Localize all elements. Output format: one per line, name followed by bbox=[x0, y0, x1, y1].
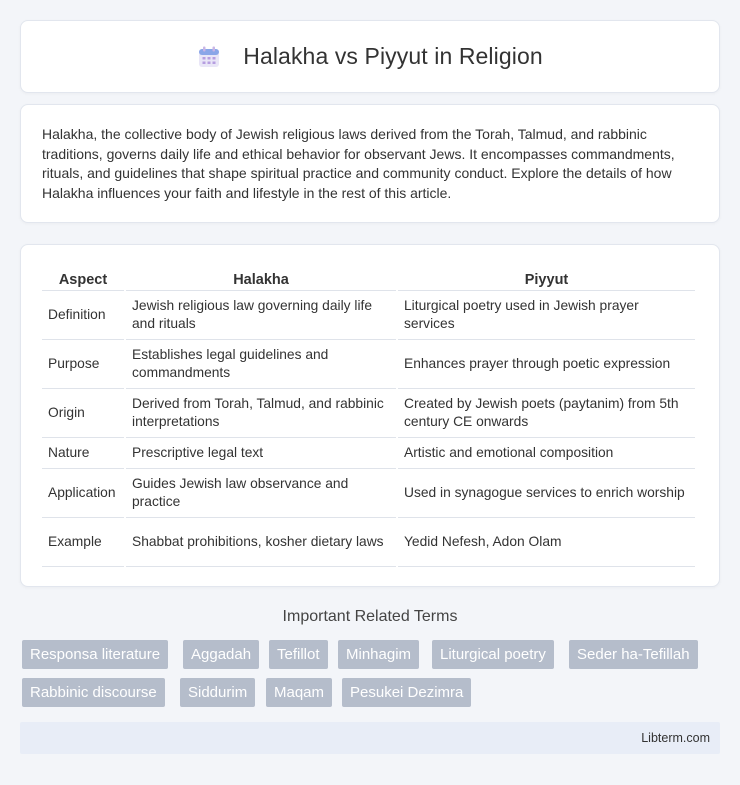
aspect-cell: Definition bbox=[42, 291, 124, 340]
footer-site-link[interactable]: Libterm.com bbox=[641, 731, 710, 745]
calendar-icon bbox=[197, 45, 221, 69]
comparison-table-card bbox=[20, 244, 720, 587]
table-row bbox=[42, 291, 695, 340]
halakha-cell: Guides Jewish law observance and practice bbox=[126, 469, 396, 518]
related-term-tag[interactable]: Liturgical poetry bbox=[432, 640, 554, 669]
column-header: Piyyut bbox=[398, 265, 695, 291]
table-row bbox=[42, 389, 695, 438]
table-header-row bbox=[42, 265, 695, 291]
related-term-tag[interactable]: Responsa literature bbox=[22, 640, 168, 669]
related-term-tag[interactable]: Pesukei Dezimra bbox=[342, 678, 471, 707]
related-term-tag[interactable]: Rabbinic discourse bbox=[22, 678, 165, 707]
related-term-tag[interactable]: Minhagim bbox=[338, 640, 419, 669]
aspect-cell: Application bbox=[42, 469, 124, 518]
halakha-cell: Jewish religious law governing daily life and rituals bbox=[126, 291, 396, 340]
related-term-tag[interactable]: Aggadah bbox=[183, 640, 259, 669]
related-term-tag[interactable]: Maqam bbox=[266, 678, 332, 707]
table-row bbox=[42, 340, 695, 389]
related-terms-title: Important Related Terms bbox=[282, 608, 458, 625]
aspect-cell: Nature bbox=[42, 438, 124, 469]
aspect-cell: Purpose bbox=[42, 340, 124, 389]
piyyut-cell: Artistic and emotional composition bbox=[398, 438, 695, 469]
aspect-cell: Origin bbox=[42, 389, 124, 438]
aspect-cell: Example bbox=[42, 518, 124, 567]
table-row bbox=[42, 518, 695, 567]
halakha-cell: Shabbat prohibitions, kosher dietary laws bbox=[126, 518, 396, 567]
piyyut-cell: Yedid Nefesh, Adon Olam bbox=[398, 518, 695, 567]
intro-card bbox=[20, 104, 720, 223]
halakha-cell: Prescriptive legal text bbox=[126, 438, 396, 469]
page-title: Halakha vs Piyyut in Religion bbox=[243, 43, 543, 69]
intro-text: Halakha, the collective body of Jewish religious laws derived from the Torah, Talmud, and rabbinic traditions, governs daily life and ethical behavior for observant Jews. It encompasses commandments, rituals, and guidelines that shape spiritual practice and community conduct. Explore the details of how Halakha influences your faith and lifestyle in the rest of this article. bbox=[42, 126, 675, 201]
table-row bbox=[42, 469, 695, 518]
related-term-tag[interactable]: Seder ha-Tefillah bbox=[569, 640, 698, 669]
comparison-table bbox=[40, 265, 697, 567]
table-row bbox=[42, 438, 695, 469]
related-term-tag[interactable]: Siddurim bbox=[180, 678, 255, 707]
piyyut-cell: Created by Jewish poets (paytanim) from 5th century CE onwards bbox=[398, 389, 695, 438]
piyyut-cell: Liturgical poetry used in Jewish prayer services bbox=[398, 291, 695, 340]
footer bbox=[20, 722, 720, 754]
column-header: Halakha bbox=[126, 265, 396, 291]
piyyut-cell: Used in synagogue services to enrich worship bbox=[398, 469, 695, 518]
halakha-cell: Establishes legal guidelines and commandments bbox=[126, 340, 396, 389]
piyyut-cell: Enhances prayer through poetic expression bbox=[398, 340, 695, 389]
column-header: Aspect bbox=[42, 265, 124, 291]
header-card bbox=[20, 20, 720, 93]
halakha-cell: Derived from Torah, Talmud, and rabbinic interpretations bbox=[126, 389, 396, 438]
related-term-tag[interactable]: Tefillot bbox=[269, 640, 328, 669]
